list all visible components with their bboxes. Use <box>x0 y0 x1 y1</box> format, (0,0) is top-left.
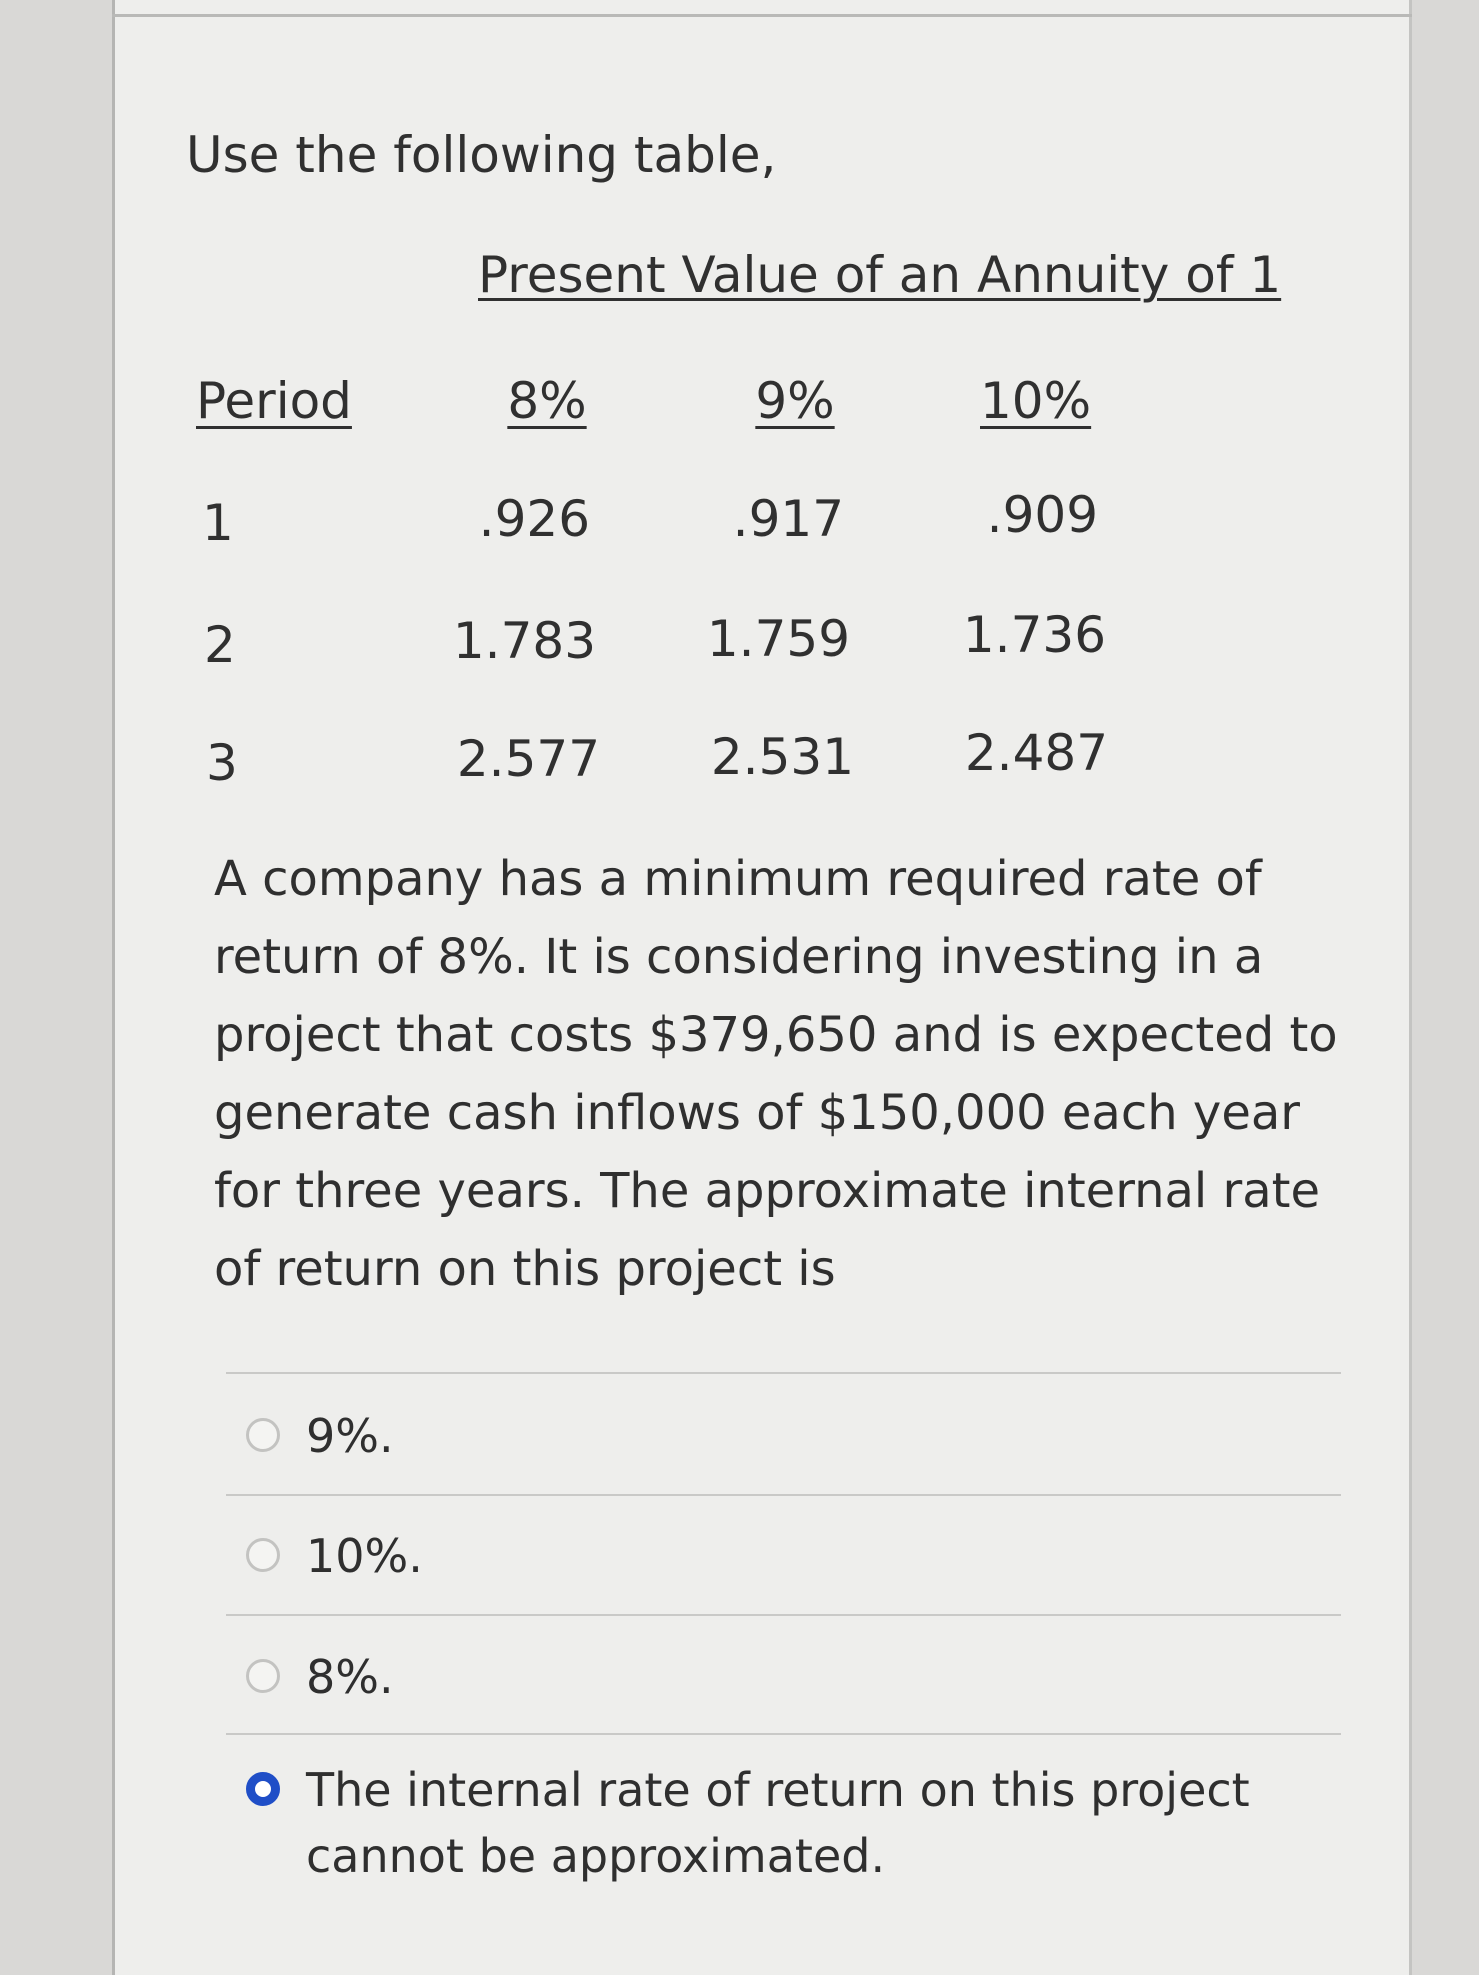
option-label: 8%. <box>306 1650 394 1704</box>
period-3: 3 <box>206 734 238 792</box>
radio-cannot-be-approximated[interactable] <box>246 1772 280 1806</box>
value-p1-10: .909 <box>986 486 1098 544</box>
option-8-percent[interactable] <box>246 1644 1366 1710</box>
question-text: A company has a minimum required rate of return of 8%. It is considering investing in a project that costs $379,650 and is expected to generate cash inflows of $150,000 each year for three years. The approximate internal rate of return on this project is <box>214 851 1338 1297</box>
top-divider <box>112 14 1412 17</box>
option-divider <box>226 1733 1341 1735</box>
period-2: 2 <box>204 616 236 674</box>
option-label: 9%. <box>306 1409 394 1463</box>
header-10-percent: 10% <box>980 372 1092 430</box>
radio-8-percent[interactable] <box>246 1659 280 1693</box>
option-divider <box>226 1614 1341 1616</box>
value-p3-9: 2.531 <box>710 728 854 786</box>
value-p1-8: .926 <box>478 490 590 548</box>
option-divider <box>226 1372 1341 1374</box>
radio-9-percent[interactable] <box>246 1418 280 1452</box>
intro-text: Use the following table, <box>186 126 777 184</box>
radio-10-percent[interactable] <box>246 1538 280 1572</box>
period-1: 1 <box>202 494 234 552</box>
value-p1-9: .917 <box>732 490 844 548</box>
value-p3-8: 2.577 <box>456 730 600 788</box>
option-10-percent[interactable] <box>246 1523 1366 1589</box>
option-label: The internal rate of return on this project cannot be approximated. <box>306 1763 1250 1883</box>
table-title: Present Value of an Annuity of 1 <box>478 246 1282 304</box>
value-p3-10: 2.487 <box>964 724 1108 782</box>
header-8-percent: 8% <box>507 372 587 430</box>
option-label: 10%. <box>306 1529 423 1583</box>
value-p2-8: 1.783 <box>452 612 596 670</box>
value-p2-10: 1.736 <box>962 606 1106 664</box>
value-p2-9: 1.759 <box>706 610 850 668</box>
option-cannot-be-approximated[interactable] <box>246 1757 1366 1889</box>
header-9-percent: 9% <box>755 372 835 430</box>
option-9-percent[interactable] <box>246 1403 1366 1469</box>
option-divider <box>226 1494 1341 1496</box>
header-period: Period <box>196 372 352 430</box>
